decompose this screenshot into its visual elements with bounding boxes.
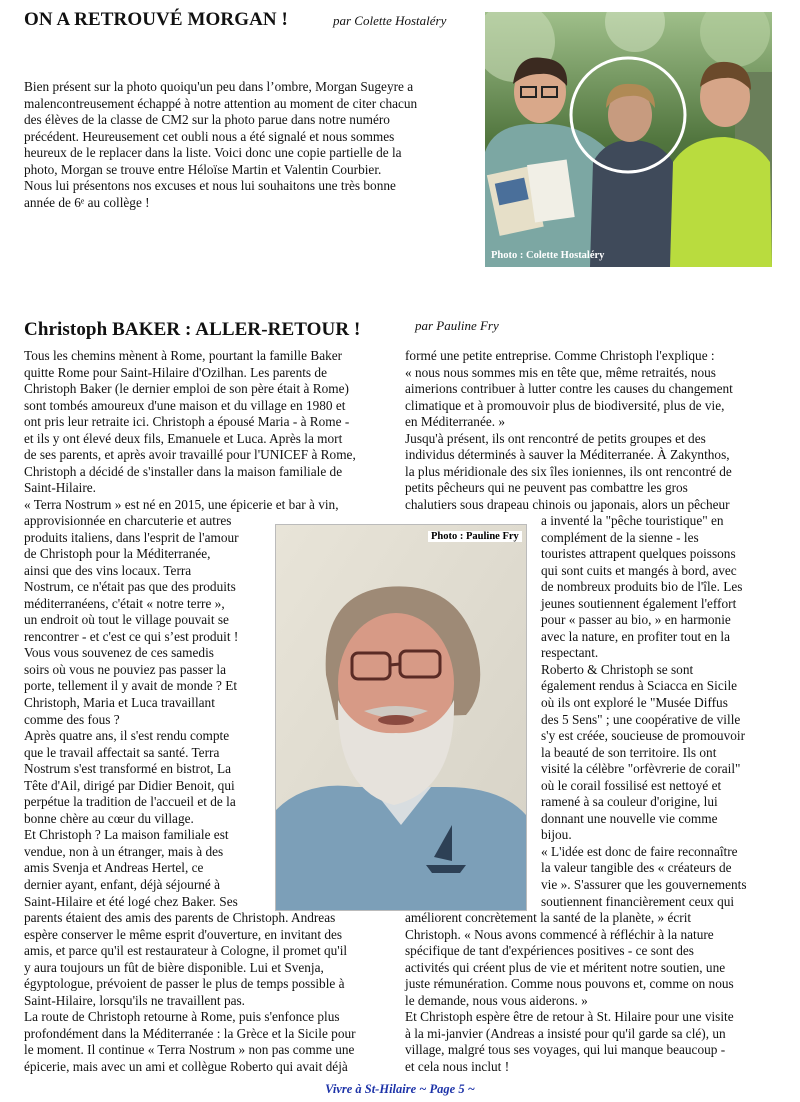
text-line: photo, Morgan se trouve entre Héloïse Martin et Valentin Courbier.: [24, 161, 382, 177]
text-line: la valeur tangible des « créateurs de: [541, 860, 732, 876]
text-line: Et Christoph espère être de retour à St. Hilaire pour une visite: [405, 1009, 734, 1025]
text-line: Et Christoph ? La maison familiale est: [24, 827, 229, 843]
text-line: petits pêcheurs qui ne peuvent pas combattre les gros: [405, 480, 688, 496]
article1-body: [24, 79, 459, 211]
article2-left-bottom: [24, 910, 395, 1075]
text-line: quitte Rome pour Saint-Hilaire d'Ozilhan. Les parents de: [24, 364, 327, 380]
text-line: amis Svenja et Andreas Hertel, ce: [24, 860, 204, 876]
page-footer: Vivre à St-Hilaire ~ Page 5 ~: [325, 1082, 475, 1096]
text-line: visité la célèbre "orfèvrerie de corail": [541, 761, 741, 777]
text-line: amis, et parce qu'il est restaurateur à Cologne, il promet qu'il: [24, 943, 348, 959]
text-line: spécifique de tant d'expériences positives - ce sont des: [405, 943, 694, 959]
text-line: Nostrum, ce n'était pas que des produits: [24, 579, 236, 595]
text-line: où le corail fossilisé est nettoyé et: [541, 777, 722, 793]
text-line: individus déterminés à sauver la Méditerranée. À Zakynthos,: [405, 447, 730, 463]
text-line: de ses parents, et après avoir travaillé pour l'UNICEF à Rome,: [24, 447, 356, 463]
text-line: « Terra Nostrum » est né en 2015, une épicerie et bar à vin,: [24, 496, 339, 512]
text-line: ont pris leur retraite ici. Christoph a épousé Maria - à Rome -: [24, 414, 350, 430]
text-line: a inventé la "pêche touristique" en: [541, 513, 724, 528]
children-photo: [485, 12, 772, 267]
text-line: touristes attrapent quelques poissons: [541, 546, 736, 562]
text-line: Saint-Hilaire.: [24, 480, 97, 496]
text-line: Saint-Hilaire, lorsqu'ils ne travaillent pas.: [24, 992, 246, 1008]
text-line: ainsi que des vins locaux. Terra: [24, 562, 192, 578]
text-line: Tous les chemins mènent à Rome, pourtant la famille Baker: [24, 348, 343, 363]
text-line: des élèves de la classe de CM2 sur la photo parue dans notre numéro: [24, 112, 390, 128]
article2-title: Christoph BAKER : ALLER-RETOUR !: [24, 319, 361, 340]
text-line: vendue, non à un étranger, mais à des: [24, 843, 224, 859]
text-line: produits italiens, dans l'esprit de l'amour: [24, 529, 239, 545]
text-line: « nous nous sommes mis en tête que, même retraités, nous: [405, 364, 716, 380]
text-line: respectant.: [541, 645, 599, 661]
text-line: Tête d'Ail, dirigé par Didier Benoit, qui: [24, 777, 235, 793]
text-line: en Méditerranée. »: [405, 414, 506, 430]
text-line: Christoph a décidé de s'installer dans la maison familiale de: [24, 463, 343, 479]
text-line: sont tombés amoureux d'une maison et du village en 1980 et: [24, 397, 346, 413]
text-line: village, malgré tous ses voyages, qui lui manque beaucoup -: [405, 1042, 726, 1058]
text-line: activités qui créent plus de vie et méritent notre soutien, une: [405, 959, 726, 975]
children-photo-image: [485, 12, 772, 267]
text-line: La route de Christoph retourne à Rome, puis s'enfonce plus: [24, 1009, 340, 1025]
text-line: donnant une nouvelle vie comme: [541, 810, 718, 826]
text-line: améliorent concrètement la santé de la planète, » écrit: [405, 910, 692, 925]
text-line: un endroit où tout le village pouvait se: [24, 612, 229, 628]
christoph-photo: [275, 524, 527, 911]
text-line: parents étaient des amis des parents de Christoph. Andreas: [24, 910, 336, 925]
text-line: précédent. Heureusement cet oubli nous a été signalé et nous sommes: [24, 128, 395, 144]
text-line: des 5 Sens" ; une coopérative de ville: [541, 711, 741, 727]
text-line: Christoph, Maria et Luca travaillant: [24, 695, 215, 711]
text-line: aimerions contribuer à lutter contre les causes du changement: [405, 381, 733, 397]
article1-title: ON A RETROUVÉ MORGAN !: [24, 9, 288, 30]
text-line: et cela nous inclut !: [405, 1058, 510, 1074]
article2-right-top: [405, 348, 777, 513]
article2-byline: par Pauline Fry: [415, 318, 499, 333]
text-line: épicerie, mais avec un ami et collègue Roberto qui avait déjà: [24, 1058, 348, 1074]
text-line: profondément dans la Méditerranée : la Grèce et la Sicile pour: [24, 1025, 356, 1041]
text-line: la beauté de son territoire. Ils ont: [541, 744, 717, 760]
text-line: Roberto & Christoph se sont: [541, 661, 694, 677]
text-line: Jusqu'à présent, ils ont rencontré de petits groupes et des: [405, 430, 706, 446]
text-line: jeunes soutiennent également l'effort: [541, 595, 737, 611]
text-line: s'y est créée, soucieuse de promouvoir: [541, 728, 745, 744]
text-line: égyptologue, prévoient de passer le plus de temps possible à: [24, 976, 345, 992]
article2-left-top: [24, 348, 395, 513]
text-line: bonne chère au cœur du village.: [24, 810, 194, 826]
text-line: porte, tellement il y avait de monde ? Et: [24, 678, 238, 694]
article2-right-bottom: [405, 910, 777, 1075]
text-line: que le travail affectait sa santé. Terra: [24, 744, 220, 760]
text-line: espère conserver le même esprit d'ouverture, en invitant des: [24, 926, 343, 942]
text-line: la plus méridionale des six îles ioniennes, ils ont rencontré de: [405, 463, 732, 479]
text-line: rencontrer - et c'est ce qui s’est produit !: [24, 628, 239, 644]
text-line: soirs où vous ne pouviez pas passer la: [24, 661, 226, 677]
text-line: avec la nature, en profiter tout en la: [541, 628, 731, 644]
text-line: chalutiers sous drapeau chinois ou japonais, alors un pêcheur: [405, 496, 730, 512]
text-line: vie ». S'assurer que les gouvernements: [541, 877, 747, 893]
text-line: Vous vous souvenez de ces samedis: [24, 645, 214, 661]
text-line: Christoph. « Nous avons commencé à réfléchir à la nature: [405, 926, 714, 942]
text-line: de Christoph pour la Méditerranée,: [24, 546, 211, 562]
text-line: Bien présent sur la photo quoiqu'un peu dans l’ombre, Morgan Sugeyre a: [24, 79, 414, 94]
text-line: Après quatre ans, il s'est rendu compte: [24, 728, 230, 744]
text-line: comme des fous ?: [24, 711, 120, 727]
text-line: Saint-Hilaire et été logé chez Baker. Ses: [24, 893, 238, 909]
text-line: juste rémunération. Comme nous pouvons et, comme on nous: [405, 976, 734, 992]
text-line: également rendus à Sciacca en Sicile: [541, 678, 738, 694]
text-line: bijou.: [541, 827, 572, 843]
text-line: malencontreusement échappé à notre attention au moment de citer chacun: [24, 95, 418, 111]
christoph-photo-credit: Photo : Pauline Fry: [428, 531, 522, 542]
text-line: y aura toujours un fût de bière disponible. Lui et Svenja,: [24, 959, 324, 975]
text-line: pour « passer au bio, » en harmonie: [541, 612, 731, 628]
text-line: et ils y ont élevé deux fils, Emanuele et Luca. Après la mort: [24, 430, 343, 446]
christoph-photo-image: [276, 525, 526, 910]
text-line: heureux de le replacer dans la liste. Voici donc une copie partielle de la: [24, 145, 402, 161]
text-line: Nostrum s'est transformé en bistrot, La: [24, 761, 231, 777]
children-photo-credit: Photo : Colette Hostaléry: [491, 250, 605, 261]
text-line: le demande, nous vous aiderons. »: [405, 992, 588, 1008]
text-line: méditerranéens, c'était « notre terre »,: [24, 595, 225, 611]
text-line: le moment. Il continue « Terra Nostrum » non pas comme une: [24, 1042, 355, 1058]
text-line: année de 6ᵉ au collège !: [24, 194, 150, 210]
text-line: approvisionnée en charcuterie et autres: [24, 513, 232, 528]
text-line: formé une petite entreprise. Comme Christoph l'explique :: [405, 348, 715, 363]
article2-right-narrow: [541, 513, 777, 910]
text-line: Nous lui présentons nos excuses et nous lui souhaitons une très bonne: [24, 178, 396, 194]
article2-left-narrow: [24, 513, 269, 910]
text-line: qui sont cuits et mangés à bord, avec: [541, 562, 737, 578]
article1-byline: par Colette Hostaléry: [333, 13, 447, 28]
text-line: climatique et à promouvoir plus de biodiversité, plus de vie,: [405, 397, 725, 413]
text-line: « L'idée est donc de faire reconnaître: [541, 843, 738, 859]
text-line: de nombreux produits bio de l'île. Les: [541, 579, 743, 595]
text-line: soutiennent financièrement ceux qui: [541, 893, 735, 909]
text-line: Christoph Baker (le dernier emploi de son père était à Rome): [24, 381, 349, 397]
text-line: où ils ont exploré le "Musée Diffus: [541, 695, 728, 711]
text-line: ramené à sa couleur d'origine, lui: [541, 794, 718, 810]
text-line: complément de la sienne - les: [541, 529, 699, 545]
text-line: dernier ayant, enfant, déjà séjourné à: [24, 877, 221, 893]
text-line: perpétue la tradition de l'accueil et de la: [24, 794, 236, 810]
text-line: à la mi-janvier (Andreas a insisté pour qu'il garde sa clé), un: [405, 1025, 726, 1041]
